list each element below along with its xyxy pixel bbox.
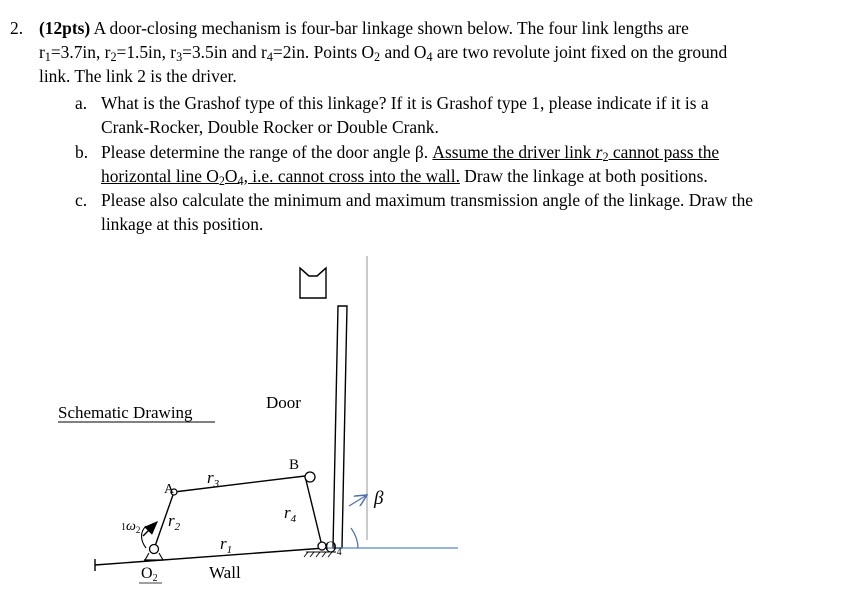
label-o4: O4 bbox=[325, 539, 342, 558]
part-b-draw: Draw the linkage at both positions. bbox=[459, 166, 708, 186]
part-b-o-text: O bbox=[224, 166, 238, 186]
problem-intro: A door-closing mechanism is four-bar linkage shown below. The four link lengths are bbox=[90, 18, 689, 38]
label-a: A bbox=[164, 482, 175, 497]
beta-arrow-icon bbox=[349, 495, 367, 506]
text-r4-value: =2in. Points O bbox=[272, 42, 375, 62]
label-omega: $1\omega_2$ bbox=[121, 519, 141, 535]
part-b-text: Please determine the range of the door angle β. bbox=[101, 142, 433, 162]
label-r3: $r_3$ bbox=[207, 468, 220, 490]
text-r3-value: =3.5in and r bbox=[182, 42, 267, 62]
link-r4 bbox=[305, 476, 322, 546]
part-c-line-1: Please also calculate the minimum and maximum transmission angle of the linkage. Draw the bbox=[101, 190, 753, 210]
omega-curve bbox=[142, 526, 147, 548]
sub-4: 4 bbox=[266, 50, 273, 65]
text-and: and O bbox=[380, 42, 427, 62]
problem-line-3: link. The link 2 is the driver. bbox=[39, 66, 237, 86]
problem-number: 2. bbox=[10, 18, 24, 38]
label-o2: O2 bbox=[141, 565, 158, 584]
part-b-r-sub: 2 bbox=[602, 150, 609, 165]
door-handle-right-edge bbox=[317, 268, 326, 276]
label-b: B bbox=[289, 457, 300, 473]
part-a-label: a. bbox=[75, 93, 88, 113]
label-r1: $r_1$ bbox=[220, 534, 233, 556]
door-handle-icon bbox=[300, 268, 326, 298]
part-b-label: b. bbox=[75, 142, 89, 162]
text-r1: r bbox=[39, 42, 45, 62]
sub-2: 2 bbox=[110, 50, 117, 65]
text-r2-value: =1.5in, r bbox=[116, 42, 177, 62]
part-b-horizontal-text: horizontal line O bbox=[101, 166, 219, 186]
problem-points: (12pts) bbox=[39, 18, 91, 38]
part-c-label: c. bbox=[75, 190, 88, 210]
wall-label: Wall bbox=[209, 563, 241, 582]
sub-1: 1 bbox=[44, 50, 51, 65]
label-r4: $r_4$ bbox=[284, 503, 297, 525]
part-b-assume-text: Assume the driver link bbox=[432, 142, 596, 162]
beta-arc bbox=[351, 528, 358, 548]
label-r2: $r_2$ bbox=[168, 511, 181, 533]
link-r3 bbox=[174, 476, 305, 492]
omega-arrow-icon bbox=[143, 522, 157, 536]
text-r1-value: =3.7in, r bbox=[50, 42, 111, 62]
part-b-cannot: cannot pass the bbox=[608, 142, 720, 162]
part-a-line-2: Crank-Rocker, Double Rocker or Double Crank. bbox=[101, 117, 439, 137]
sub-o2: 2 bbox=[374, 50, 381, 65]
door-label: Door bbox=[266, 393, 301, 412]
text-ground: are two revolute joint fixed on the ground bbox=[432, 42, 728, 62]
part-c-line-2: linkage at this position. bbox=[101, 214, 264, 234]
part-a-line-1: What is the Grashof type of this linkage? If it is Grashof type 1, please indicate if it is a bbox=[101, 93, 709, 113]
part-b-o4-sub: 4 bbox=[237, 174, 244, 189]
door-panel bbox=[333, 306, 347, 548]
part-b-wall-text: , i.e. cannot cross into the wall. bbox=[243, 166, 460, 186]
sub-3: 3 bbox=[176, 50, 183, 65]
sub-o4: 4 bbox=[426, 50, 433, 65]
label-beta: β bbox=[374, 488, 384, 509]
part-b-r: r bbox=[595, 142, 603, 162]
joint-o2 bbox=[150, 545, 159, 554]
door-handle-left-edge bbox=[300, 268, 309, 276]
part-b-o2-sub: 2 bbox=[218, 174, 225, 189]
schematic-label: Schematic Drawing bbox=[58, 403, 193, 422]
joint-b bbox=[305, 472, 315, 482]
